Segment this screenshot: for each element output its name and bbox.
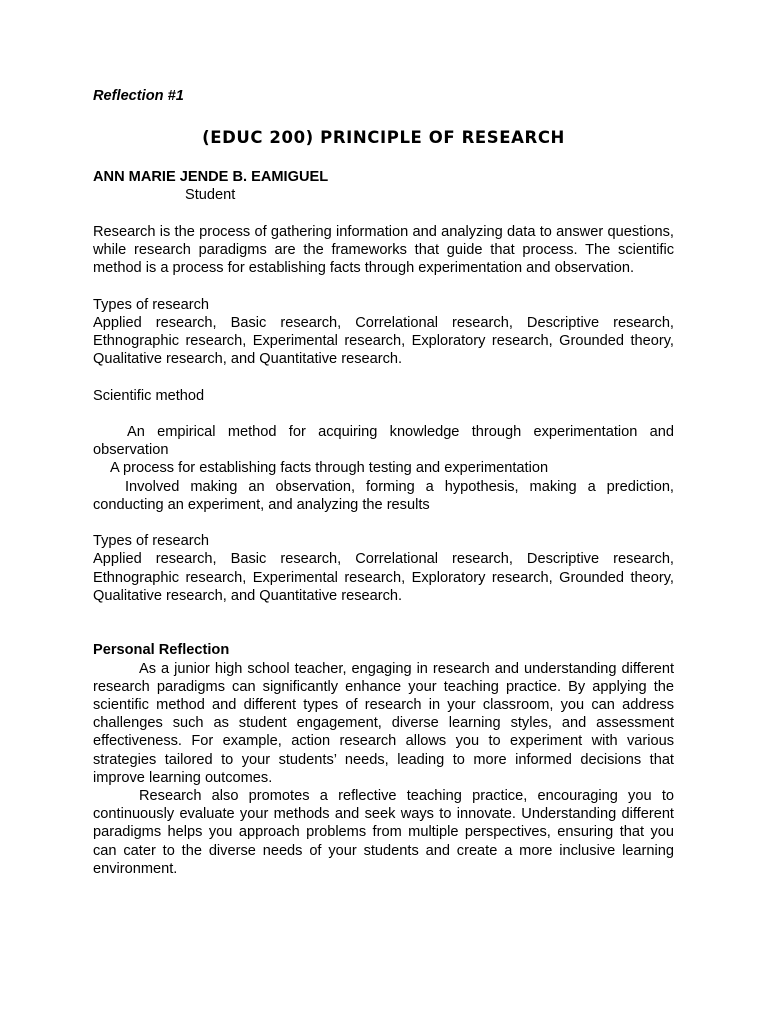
author-name: ANN MARIE JENDE B. EAMIGUEL (93, 169, 329, 186)
spacer (93, 205, 674, 223)
spacer (93, 623, 674, 641)
intro-paragraph: Research is the process of gathering information and analyzing data to answer questions, while research paradigms are the frameworks that guide that process. The scientific method is a process for establishing facts through experimentation and observation. (93, 223, 674, 277)
spacer (93, 605, 674, 623)
types-list-1: Applied research, Basic research, Correlational research, Descriptive research, Ethnographic research, Experimental research, Exploratory research, Grounded theory, Qualitative research, and Quantitative research. (93, 314, 674, 368)
types-heading-1: Types of research (93, 296, 209, 313)
spacer (93, 405, 674, 423)
reflection-paragraph-1: As a junior high school teacher, engaging in research and understanding different research paradigms can significantly enhance your teaching practice. By applying the scientific method and different types of research in your classroom, you can address challenges such as student engagement, diverse learning styles, and assessment effectiveness. For example, action research allows you to experiment with various strategies tailored to your students’ needs, leading to more informed decisions that improve learning outcomes. (93, 660, 674, 786)
scientific-item-3: Involved making an observation, forming a hypothesis, making a prediction, conducting an experiment, and analyzing the results (93, 478, 674, 513)
spacer (93, 368, 674, 386)
spacer (93, 514, 674, 532)
scientific-item-2: A process for establishing facts through testing and experimentation (110, 460, 549, 477)
scientific-method-heading: Scientific method (93, 387, 205, 404)
document-page (93, 87, 674, 878)
reflection-paragraph-2: Research also promotes a reflective teaching practice, encouraging you to continuously evaluate your methods and seek ways to innovate. Understanding different paradigms helps you approach problems from multiple perspectives, ensuring that you can cater to the diverse needs of your students and create a more inclusive learning environment. (93, 788, 674, 877)
types-list-2: Applied research, Basic research, Correlational research, Descriptive research, Ethnographic research, Experimental research, Exploratory research, Grounded theory, Qualitative research, and Quantitative research. (93, 551, 674, 604)
reflection-number: Reflection #1 (93, 88, 184, 104)
author-role: Student (185, 187, 236, 204)
personal-reflection-heading: Personal Reflection (93, 642, 230, 659)
document-title: (EDUC 200) PRINCIPLE OF RESEARCH (202, 128, 565, 148)
spacer (93, 277, 674, 295)
scientific-item-1: An empirical method for acquiring knowledge through experimentation and observation (93, 423, 674, 459)
types-heading-2: Types of research (93, 533, 209, 550)
